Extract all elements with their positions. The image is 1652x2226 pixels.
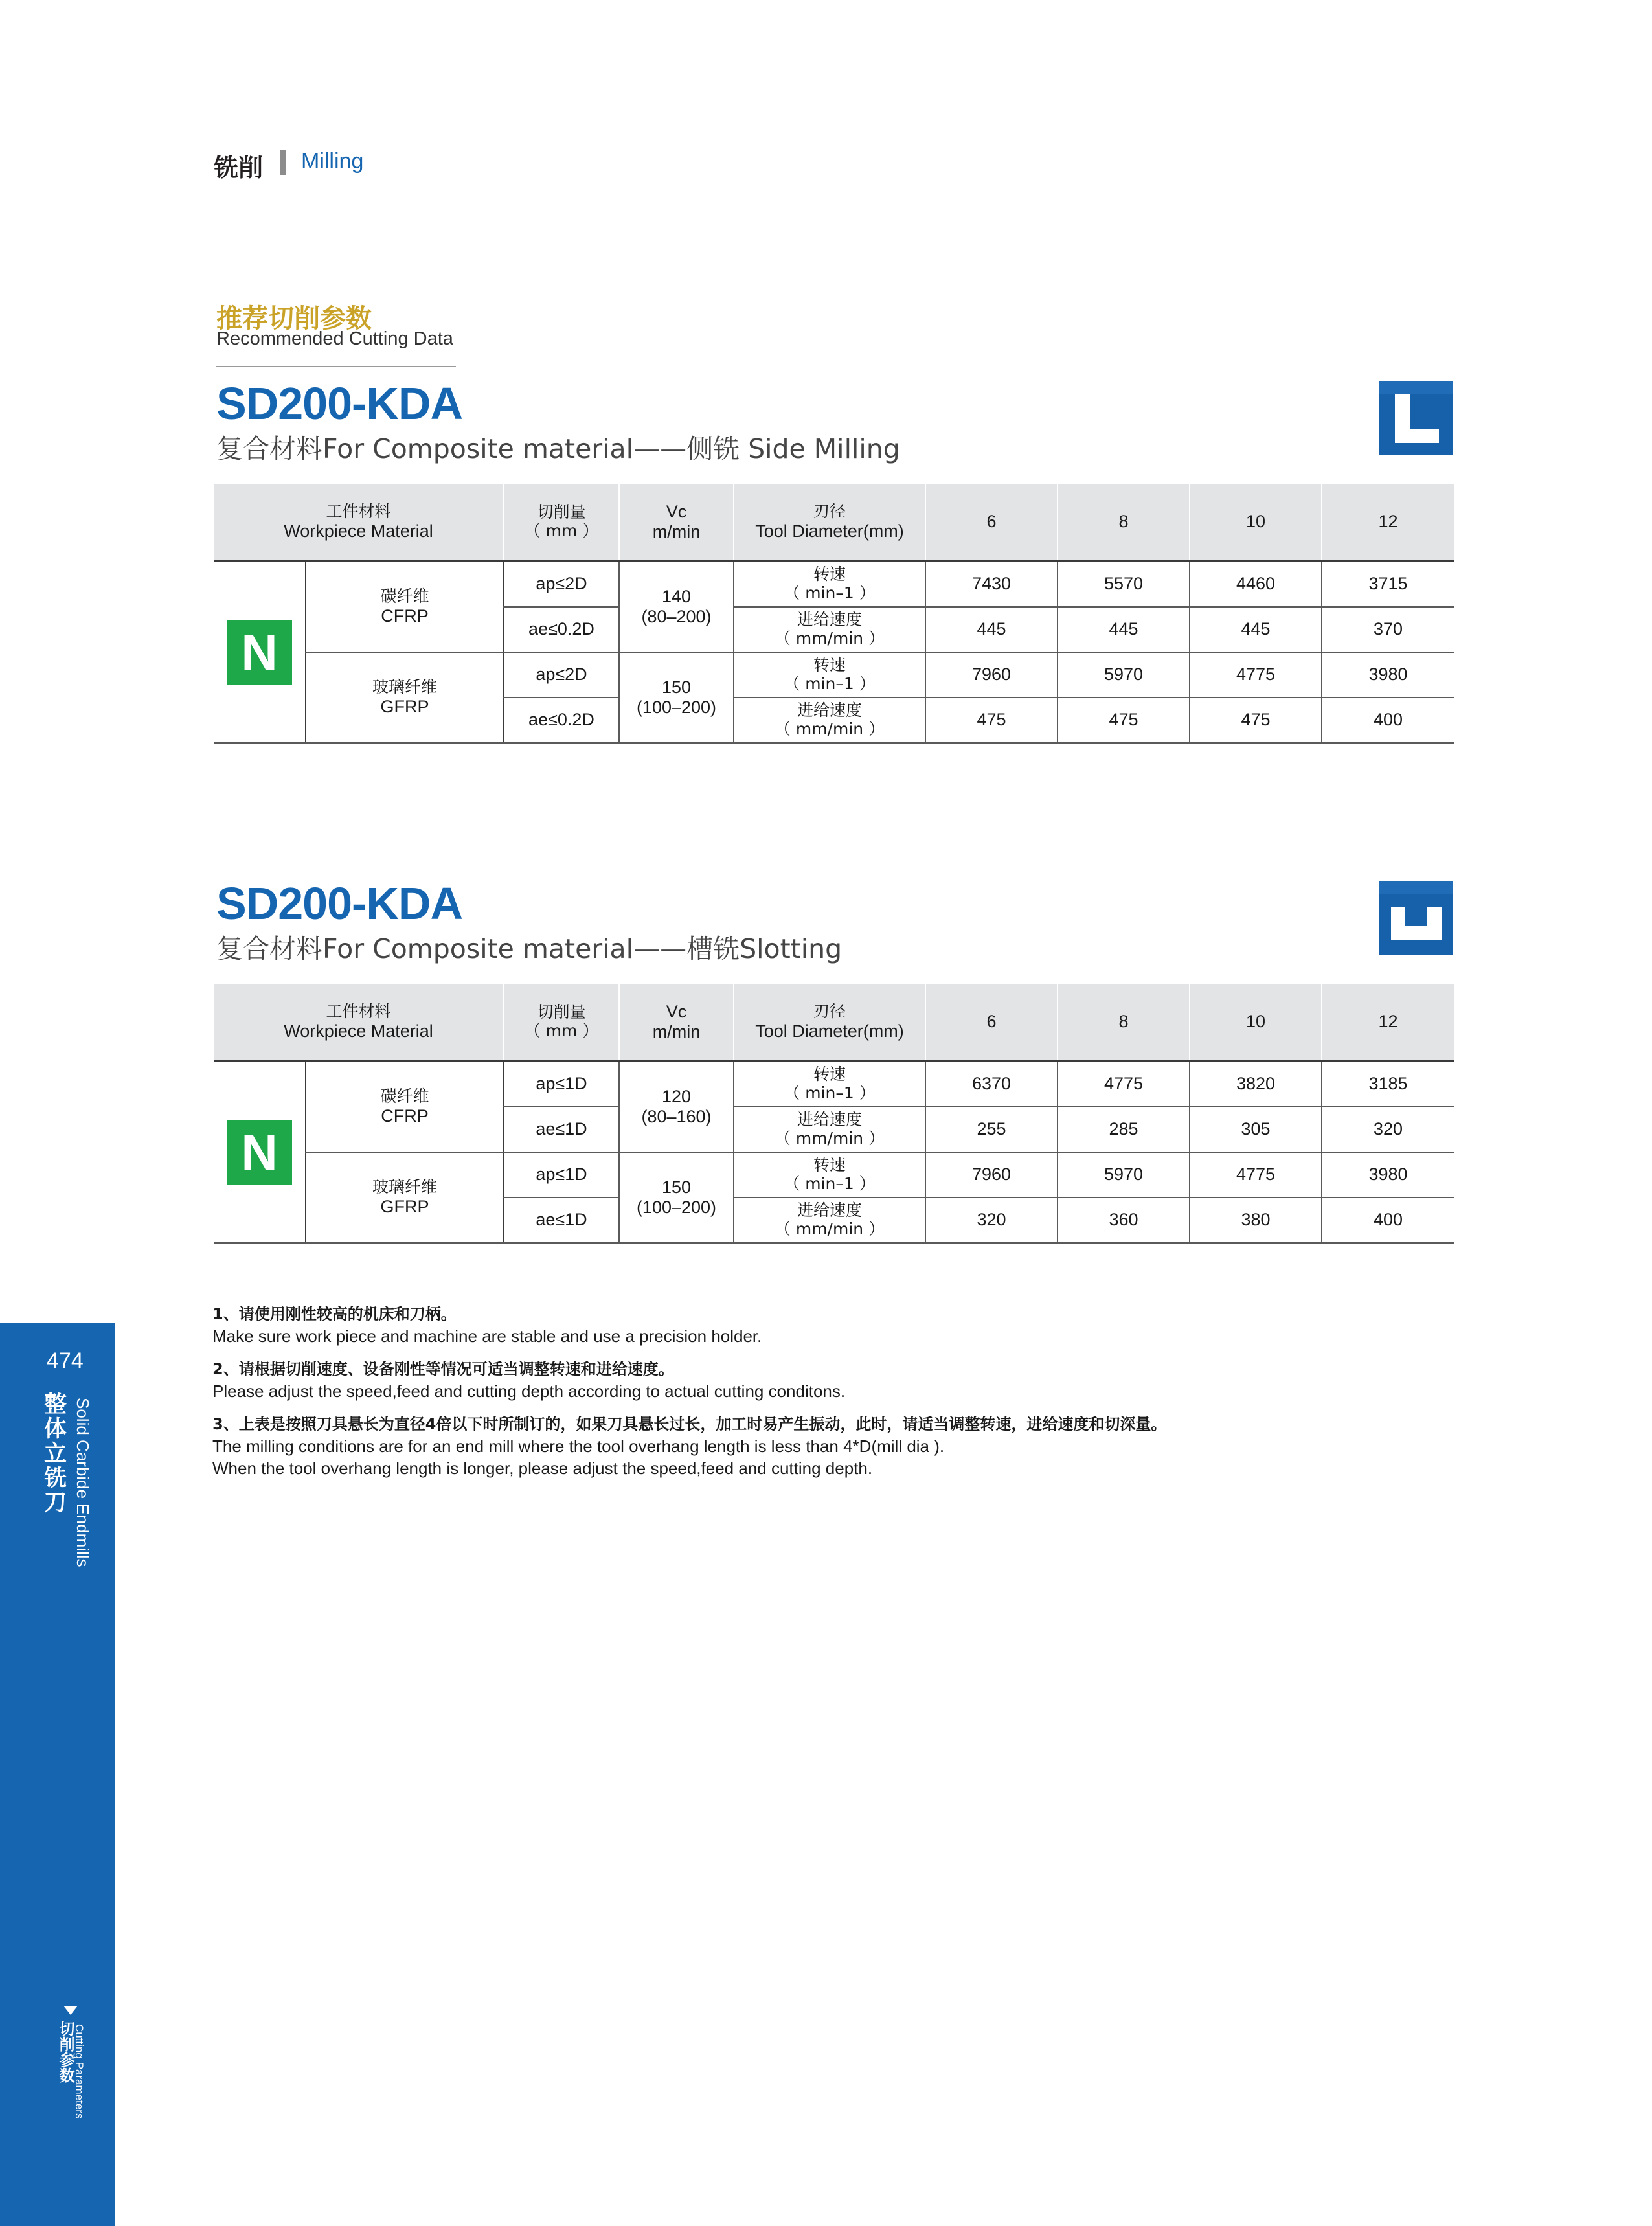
param-cell: 转速 （ min–1 ） — [734, 561, 925, 607]
product-subtitle: 复合材料For Composite material——侧铣 Side Milling — [216, 433, 900, 464]
cut-cell: ap≤1D — [504, 1152, 619, 1198]
table-row — [214, 652, 1454, 698]
section-divider — [280, 150, 286, 175]
material-cell: 碳纤维 CFRP — [306, 561, 504, 652]
triangle-down-icon — [63, 2006, 78, 2015]
param-cell: 进给速度 （ mm/min ） — [734, 1198, 925, 1243]
header-d6: 6 — [925, 984, 1058, 1061]
material-n-badge: N — [227, 1120, 292, 1185]
value-cell: 7960 — [925, 652, 1058, 698]
value-cell: 255 — [925, 1107, 1058, 1152]
value-cell: 475 — [1058, 698, 1190, 743]
vc-cell: 140 (80–200) — [619, 561, 734, 652]
note-1: 1、请使用刚性较高的机床和刀柄。 Make sure work piece and machine are stable and use a precision holder. — [212, 1305, 762, 1346]
header-d12: 12 — [1322, 984, 1454, 1061]
vc-cell: 120 (80–160) — [619, 1061, 734, 1152]
table-row — [214, 561, 1454, 607]
vc-cell: 150 (100–200) — [619, 1152, 734, 1243]
material-cell: 碳纤维 CFRP — [306, 1061, 504, 1152]
cut-cell: ae≤0.2D — [504, 698, 619, 743]
header-vc: Vc m/min — [619, 484, 734, 561]
note-2: 2、请根据切削速度、设备刚性等情况可适当调整转速和进给速度。 Please adjust the speed,feed and cutting depth according to actual cutting conditons. — [212, 1360, 846, 1401]
value-cell: 380 — [1190, 1198, 1322, 1243]
param-cell: 进给速度 （ mm/min ） — [734, 698, 925, 743]
material-n-badge: N — [227, 620, 292, 685]
param-cell: 转速 （ min–1 ） — [734, 1152, 925, 1198]
value-cell: 360 — [1058, 1198, 1190, 1243]
cut-cell: ap≤2D — [504, 561, 619, 607]
header-d12: 12 — [1322, 484, 1454, 561]
section-title-cn: 铣削 — [214, 153, 264, 182]
cut-cell: ae≤0.2D — [504, 607, 619, 652]
header-d10: 10 — [1190, 484, 1322, 561]
recommended-heading-cn: 推荐切削参数 — [216, 304, 372, 334]
table-header-row — [214, 484, 1454, 561]
value-cell: 445 — [1058, 607, 1190, 652]
header-d8: 8 — [1058, 984, 1190, 1061]
vc-cell: 150 (100–200) — [619, 652, 734, 743]
table-row — [214, 1152, 1454, 1198]
param-cell: 转速 （ min–1 ） — [734, 652, 925, 698]
cut-cell: ap≤1D — [504, 1061, 619, 1107]
value-cell: 400 — [1322, 1198, 1454, 1243]
cut-cell: ae≤1D — [504, 1107, 619, 1152]
value-cell: 400 — [1322, 698, 1454, 743]
header-d8: 8 — [1058, 484, 1190, 561]
value-cell: 3980 — [1322, 1152, 1454, 1198]
value-cell: 305 — [1190, 1107, 1322, 1152]
value-cell: 3820 — [1190, 1061, 1322, 1107]
cutting-data-table-slotting — [214, 984, 1454, 1244]
value-cell: 3980 — [1322, 652, 1454, 698]
value-cell: 4775 — [1190, 652, 1322, 698]
value-cell: 7960 — [925, 1152, 1058, 1198]
param-cell: 进给速度 （ mm/min ） — [734, 607, 925, 652]
param-cell: 转速 （ min–1 ） — [734, 1061, 925, 1107]
cut-cell: ap≤2D — [504, 652, 619, 698]
value-cell: 5570 — [1058, 561, 1190, 607]
value-cell: 445 — [925, 607, 1058, 652]
header-d10: 10 — [1190, 984, 1322, 1061]
side-milling-icon — [1379, 381, 1453, 455]
material-group-badge-cell — [214, 561, 306, 743]
value-cell: 285 — [1058, 1107, 1190, 1152]
value-cell: 4775 — [1190, 1152, 1322, 1198]
page-number: 474 — [47, 1348, 84, 1373]
param-cell: 进给速度 （ mm/min ） — [734, 1107, 925, 1152]
value-cell: 6370 — [925, 1061, 1058, 1107]
sidebar-bottom-cn[interactable]: 切削参数 — [56, 2021, 74, 2083]
value-cell: 320 — [1322, 1107, 1454, 1152]
slotting-icon — [1379, 881, 1453, 955]
value-cell: 3185 — [1322, 1061, 1454, 1107]
value-cell: 475 — [1190, 698, 1322, 743]
header-vc: Vc m/min — [619, 984, 734, 1061]
product-subtitle: 复合材料For Composite material——槽铣Slotting — [216, 933, 843, 964]
value-cell: 3715 — [1322, 561, 1454, 607]
header-d6: 6 — [925, 484, 1058, 561]
cut-cell: ae≤1D — [504, 1198, 619, 1243]
material-cell: 玻璃纤维 GFRP — [306, 652, 504, 743]
value-cell: 5970 — [1058, 652, 1190, 698]
value-cell: 5970 — [1058, 1152, 1190, 1198]
sidebar-category-en: Solid Carbide Endmills — [73, 1398, 93, 1567]
product-title: SD200-KDA — [216, 378, 462, 429]
value-cell: 370 — [1322, 607, 1454, 652]
value-cell: 4775 — [1058, 1061, 1190, 1107]
header-diameter: 刃径 Tool Diameter(mm) — [734, 984, 925, 1061]
table-header-row — [214, 984, 1454, 1061]
note-3: 3、上表是按照刀具悬长为直径4倍以下时所制订的，如果刀具悬长过长，加工时易产生振动，此时，请适当调整转速，进给速度和切深量。 The milling conditions are for an end mill where the tool overhang length is less than 4*D(mill dia ). When the tool overhang length is longer, please adjust the speed,feed and cutting depth. — [212, 1415, 1167, 1478]
cutting-data-table-side-milling — [214, 484, 1454, 744]
sidebar-bottom-en[interactable]: Cutting Parameters — [73, 2024, 85, 2119]
product-title: SD200-KDA — [216, 878, 462, 929]
material-cell: 玻璃纤维 GFRP — [306, 1152, 504, 1243]
sidebar-category-cn: 整体立铣刀 — [44, 1392, 67, 1516]
value-cell: 4460 — [1190, 561, 1322, 607]
recommended-heading-en: Recommended Cutting Data — [216, 328, 453, 349]
value-cell: 7430 — [925, 561, 1058, 607]
value-cell: 475 — [925, 698, 1058, 743]
heading-underline — [216, 366, 456, 367]
header-diameter: 刃径 Tool Diameter(mm) — [734, 484, 925, 561]
value-cell: 320 — [925, 1198, 1058, 1243]
header-workpiece: 工件材料 Workpiece Material — [214, 984, 504, 1061]
value-cell: 445 — [1190, 607, 1322, 652]
header-workpiece: 工件材料 Workpiece Material — [214, 484, 504, 561]
header-cut: 切削量 （ mm ） — [504, 484, 619, 561]
table-row — [214, 1061, 1454, 1107]
material-group-badge-cell — [214, 1061, 306, 1243]
section-title-en: Milling — [301, 149, 364, 174]
header-cut: 切削量 （ mm ） — [504, 984, 619, 1061]
